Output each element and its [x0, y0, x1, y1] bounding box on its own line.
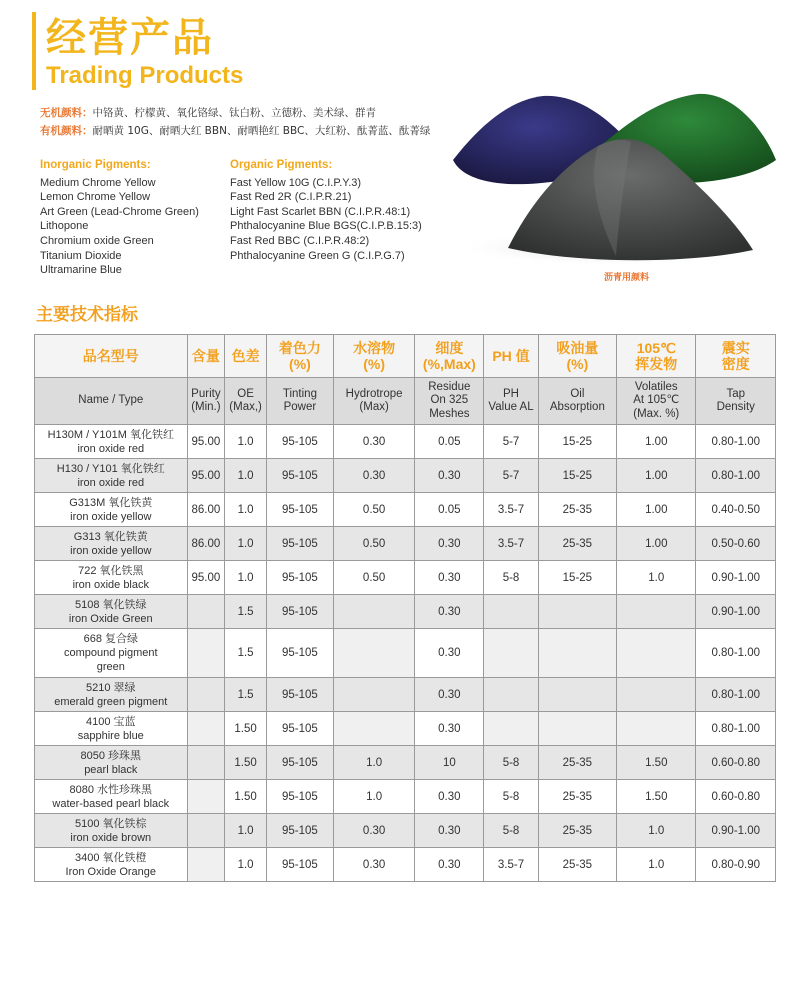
section-title: 主要技术指标 [36, 305, 138, 325]
organic-list-item: Fast Yellow 10G (C.I.P.Y.3) [230, 176, 362, 189]
table-cell: 95-105 [266, 561, 333, 595]
table-cell: 0.50 [333, 561, 415, 595]
product-name-cell: 3400 氧化铁橙 Iron Oxide Orange [35, 848, 188, 882]
table-cell: 1.0 [617, 561, 696, 595]
table-cell [538, 678, 616, 712]
table-cell: 0.05 [415, 493, 484, 527]
table-cell: 95-105 [266, 629, 333, 678]
table-row [35, 459, 776, 493]
product-name-cell: 5108 氧化铁绿 iron Oxide Green [35, 595, 188, 629]
table-row [35, 848, 776, 882]
table-cell: 0.30 [415, 712, 484, 746]
table-cell: 1.00 [617, 527, 696, 561]
table-cell [333, 678, 415, 712]
table-cell: 0.30 [415, 595, 484, 629]
table-row [35, 561, 776, 595]
table-cell [617, 712, 696, 746]
table-cell: 15-25 [538, 561, 616, 595]
product-name-cell: H130 / Y101 氧化铁红 iron oxide red [35, 459, 188, 493]
inorganic-list-item: Lemon Chrome Yellow [40, 191, 151, 204]
table-cell: 25-35 [538, 493, 616, 527]
table-cell: 0.30 [333, 848, 415, 882]
table-cell: 95-105 [266, 595, 333, 629]
table-cell: 86.00 [187, 527, 225, 561]
inorganic-summary-label: 无机颜料： [40, 107, 93, 119]
table-cell: 0.80-0.90 [696, 848, 776, 882]
inorganic-summary-text: 中铬黄、柠檬黄、氧化铬绿、钛白粉、立德粉、美术绿、群青 [92, 107, 376, 119]
table-cell: 1.0 [333, 780, 415, 814]
column-header-en: Volatiles At 105℃ (Max. %) [617, 378, 696, 425]
column-header-cn: 色差 [225, 335, 267, 378]
table-cell: 1.5 [225, 629, 267, 678]
table-cell [333, 629, 415, 678]
table-cell: 5-8 [484, 814, 538, 848]
column-header-en: Residue On 325 Meshes [415, 378, 484, 425]
table-cell: 95-105 [266, 678, 333, 712]
table-row [35, 595, 776, 629]
specification-table [34, 334, 776, 882]
inorganic-list-item: Art Green (Lead-Chrome Green) [40, 205, 199, 218]
table-row [35, 678, 776, 712]
table-cell: 0.30 [333, 459, 415, 493]
table-cell: 86.00 [187, 493, 225, 527]
column-header-en: OE (Max,) [225, 378, 267, 425]
table-cell: 0.05 [415, 425, 484, 459]
column-header-cn: 含量 [187, 335, 225, 378]
table-cell: 0.30 [415, 678, 484, 712]
table-cell: 1.0 [225, 425, 267, 459]
product-name-cell: 5210 翠绿 emerald green pigment [35, 678, 188, 712]
table-row [35, 712, 776, 746]
table-cell [617, 629, 696, 678]
table-cell: 0.30 [415, 561, 484, 595]
table-cell: 0.30 [415, 814, 484, 848]
table-cell: 15-25 [538, 425, 616, 459]
inorganic-list-item: Titanium Dioxide [40, 249, 122, 262]
inorganic-list-item: Medium Chrome Yellow [40, 176, 156, 189]
organic-list-item: Phthalocyanine Blue BGS(C.I.P.B.15:3) [230, 220, 422, 233]
column-header-cn: 105℃ 挥发物 [617, 335, 696, 378]
table-cell: 0.30 [415, 780, 484, 814]
table-cell [617, 678, 696, 712]
product-name-cell: 722 氧化铁黑 iron oxide black [35, 561, 188, 595]
organic-list-item: Fast Red 2R (C.I.P.R.21) [230, 191, 352, 204]
table-cell: 0.90-1.00 [696, 561, 776, 595]
title-accent-bar [32, 12, 36, 90]
table-cell [484, 678, 538, 712]
product-name-cell: 4100 宝蓝 sapphire blue [35, 712, 188, 746]
inorganic-summary-line [40, 104, 430, 122]
product-name-cell: G313M 氧化铁黄 iron oxide yellow [35, 493, 188, 527]
table-cell: 95-105 [266, 493, 333, 527]
table-cell: 0.30 [333, 425, 415, 459]
table-cell [187, 848, 225, 882]
table-cell: 5-7 [484, 425, 538, 459]
table-cell: 0.90-1.00 [696, 814, 776, 848]
organic-list-item: Phthalocyanine Green G (C.I.P.G.7) [230, 249, 405, 262]
table-cell: 5-8 [484, 746, 538, 780]
table-cell: 1.00 [617, 459, 696, 493]
inorganic-list-item: Lithopone [40, 220, 89, 233]
table-cell [333, 712, 415, 746]
organic-summary-text: 耐晒黄 10G、耐晒大红 BBN、耐晒艳红 BBC、大红粉、酞菁蓝、酞菁绿 [92, 125, 431, 137]
table-cell [484, 595, 538, 629]
table-cell: 25-35 [538, 780, 616, 814]
table-cell: 10 [415, 746, 484, 780]
page-title-cn: 经营产品 [46, 15, 214, 61]
organic-summary-line [40, 122, 430, 140]
table-cell: 3.5-7 [484, 848, 538, 882]
product-name-cell: 8080 水性珍珠黑 water-based pearl black [35, 780, 188, 814]
table-cell [187, 780, 225, 814]
table-cell: 0.80-1.00 [696, 678, 776, 712]
table-cell: 0.30 [415, 629, 484, 678]
table-cell [187, 712, 225, 746]
table-cell: 95-105 [266, 459, 333, 493]
table-cell [538, 712, 616, 746]
column-header-en: Tinting Power [266, 378, 333, 425]
organic-list-item: Light Fast Scarlet BBN (C.I.P.R.48:1) [230, 205, 411, 218]
table-cell: 1.0 [225, 459, 267, 493]
table-cell [538, 629, 616, 678]
inorganic-list-item: Ultramarine Blue [40, 264, 122, 277]
table-cell: 0.60-0.80 [696, 780, 776, 814]
table-cell: 0.90-1.00 [696, 595, 776, 629]
inorganic-heading: Inorganic Pigments: [40, 159, 151, 171]
table-cell [333, 595, 415, 629]
inorganic-list [40, 158, 199, 278]
column-header-en: Hydrotrope (Max) [333, 378, 415, 425]
table-cell [617, 595, 696, 629]
table-cell: 95.00 [187, 425, 225, 459]
table-cell: 1.50 [225, 712, 267, 746]
table-cell: 0.80-1.00 [696, 712, 776, 746]
table-cell: 1.50 [225, 746, 267, 780]
table-cell: 0.40-0.50 [696, 493, 776, 527]
column-header-cn: 品名型号 [35, 335, 188, 378]
table-row [35, 780, 776, 814]
table-cell: 25-35 [538, 746, 616, 780]
table-cell: 1.50 [617, 780, 696, 814]
table-row [35, 493, 776, 527]
table-cell: 1.50 [225, 780, 267, 814]
table-cell: 5-7 [484, 459, 538, 493]
table-row [35, 814, 776, 848]
column-header-en: Tap Density [696, 378, 776, 425]
table-cell: 1.0 [617, 814, 696, 848]
table-cell: 0.50 [333, 493, 415, 527]
table-cell: 1.0 [225, 527, 267, 561]
product-name-cell: 8050 珍珠黑 pearl black [35, 746, 188, 780]
product-name-cell: G313 氧化铁黄 iron oxide yellow [35, 527, 188, 561]
table-cell [187, 746, 225, 780]
table-row [35, 629, 776, 678]
column-header-cn: PH 值 [484, 335, 538, 378]
table-cell: 95-105 [266, 780, 333, 814]
column-header-en: PH Value AL [484, 378, 538, 425]
product-name-cell: 668 复合绿 compound pigment green [35, 629, 188, 678]
table-cell [484, 712, 538, 746]
table-cell: 3.5-7 [484, 493, 538, 527]
table-cell: 1.50 [617, 746, 696, 780]
organic-summary-label: 有机颜料： [40, 125, 93, 137]
product-name-cell: 5100 氧化铁棕 iron oxide brown [35, 814, 188, 848]
table-cell: 0.30 [415, 848, 484, 882]
table-cell: 0.80-1.00 [696, 459, 776, 493]
table-row [35, 746, 776, 780]
organic-list-item: Fast Red BBC (C.I.P.R.48:2) [230, 234, 370, 247]
column-header-cn: 水溶物 (%) [333, 335, 415, 378]
table-cell: 1.00 [617, 425, 696, 459]
table-cell: 3.5-7 [484, 527, 538, 561]
table-header-row-cn [35, 335, 776, 378]
table-cell: 95-105 [266, 425, 333, 459]
table-cell: 1.0 [225, 493, 267, 527]
table-cell: 25-35 [538, 814, 616, 848]
table-cell: 1.0 [225, 848, 267, 882]
table-cell: 1.5 [225, 678, 267, 712]
table-cell: 1.0 [617, 848, 696, 882]
table-cell: 0.30 [415, 527, 484, 561]
table-cell: 0.50-0.60 [696, 527, 776, 561]
table-cell [187, 629, 225, 678]
table-cell: 25-35 [538, 527, 616, 561]
table-cell: 0.80-1.00 [696, 629, 776, 678]
image-caption: 沥青用颜料 [604, 273, 650, 283]
page-title-en: Trading Products [46, 62, 244, 89]
table-cell: 95-105 [266, 814, 333, 848]
table-cell: 95.00 [187, 561, 225, 595]
column-header-cn: 细度 (%,Max) [415, 335, 484, 378]
table-cell: 15-25 [538, 459, 616, 493]
table-cell: 5-8 [484, 780, 538, 814]
table-cell: 0.80-1.00 [696, 425, 776, 459]
inorganic-list-item: Chromium oxide Green [40, 234, 154, 247]
product-name-cell: H130M / Y101M 氧化铁红 iron oxide red [35, 425, 188, 459]
pigment-summary [40, 104, 430, 140]
table-cell [484, 629, 538, 678]
table-cell [187, 595, 225, 629]
table-cell: 95-105 [266, 712, 333, 746]
table-cell [187, 814, 225, 848]
column-header-en: Purity (Min.) [187, 378, 225, 425]
table-cell: 95-105 [266, 848, 333, 882]
table-cell: 0.30 [333, 814, 415, 848]
table-cell: 25-35 [538, 848, 616, 882]
table-cell: 95-105 [266, 746, 333, 780]
table-cell [538, 595, 616, 629]
table-header-row-en [35, 378, 776, 425]
table-cell: 1.00 [617, 493, 696, 527]
column-header-cn: 着色力 (%) [266, 335, 333, 378]
table-cell: 0.60-0.80 [696, 746, 776, 780]
column-header-en: Oil Absorption [538, 378, 616, 425]
table-cell: 1.0 [225, 814, 267, 848]
table-cell: 0.50 [333, 527, 415, 561]
table-cell [187, 678, 225, 712]
table-cell: 1.5 [225, 595, 267, 629]
table-cell: 1.0 [333, 746, 415, 780]
table-cell: 95.00 [187, 459, 225, 493]
column-header-cn: 震实 密度 [696, 335, 776, 378]
column-header-en: Name / Type [35, 378, 188, 425]
table-row [35, 527, 776, 561]
organic-list [230, 158, 422, 263]
table-cell: 1.0 [225, 561, 267, 595]
table-cell: 0.30 [415, 459, 484, 493]
table-cell: 95-105 [266, 527, 333, 561]
organic-heading: Organic Pigments: [230, 159, 333, 171]
table-row [35, 425, 776, 459]
pigment-powder-image [448, 88, 778, 264]
table-cell: 5-8 [484, 561, 538, 595]
column-header-cn: 吸油量 (%) [538, 335, 616, 378]
